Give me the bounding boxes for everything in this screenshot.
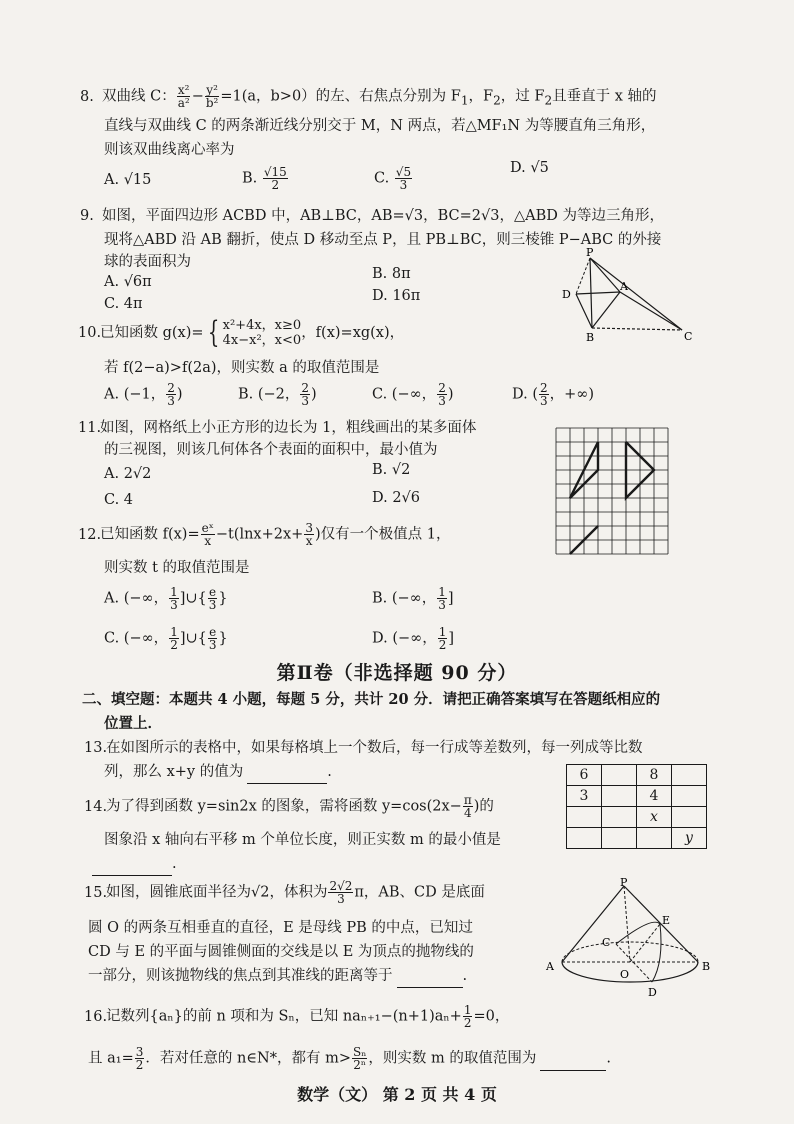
q8-option-c: C. $\frac{√5}{3}$ — [374, 165, 412, 192]
q11-line1: 11.如图，网格纸上小正方形的边长为 1，粗线画出的某多面体 — [78, 420, 477, 436]
q15-line2: 圆 O 的两条互相垂直的直径，E 是母线 PB 的中点，已知过 — [88, 920, 473, 936]
q15-line4: 一部分，则该抛物线的焦点到其准线的距离等于 . — [88, 964, 467, 988]
q13-line2: 列，那么 x+y 的值为 . — [104, 760, 332, 784]
section-2-title: 第Ⅱ卷（非选择题 90 分） — [276, 662, 518, 684]
q11-option-b: B. √2 — [372, 462, 411, 478]
q9-label-a: A — [620, 280, 628, 293]
q13-answer-blank[interactable] — [247, 767, 327, 784]
q8-option-b: B. $\frac{√15}{2}$ — [242, 165, 287, 192]
q14-line3: . — [92, 852, 177, 876]
q9-option-c: C. 4π — [104, 296, 143, 312]
q15-label-a: A — [546, 960, 554, 973]
q9-line2: 现将△ABD 沿 AB 翻折，使点 D 移动至点 P，且 PB⊥BC，则三棱锥 P−ABC 的外接 — [104, 232, 662, 248]
q15-cone-diagram — [540, 876, 720, 998]
q13-line1: 13.在如图所示的表格中，如果每格填上一个数后，每一行成等差数列，每一列成等比数 — [84, 740, 643, 756]
q11-option-a: A. 2√2 — [104, 466, 152, 482]
q12-option-a: A. (−∞， $\frac{1}{3}$ ]∪{ $\frac{e}{3}$ } — [104, 585, 228, 612]
part2-instruction-1: 二、填空题：本题共 4 小题，每题 5 分，共计 20 分．请把正确答案填写在答题纸相应的 — [82, 691, 661, 708]
q12-line1: 12.已知函数 f(x)= $\frac{\text{eˣ}}{x}$ −t(lnx+2x+ $\frac{3}{x}$ )仅有一个极值点 1， — [78, 521, 451, 548]
q9-label-c: C — [684, 330, 693, 343]
q10-line2: 若 f(2−a)>f(2a)，则实数 a 的取值范围是 — [104, 360, 380, 376]
q8-line1: 8. 双曲线 C： $\frac{\text{x²}}{\text{a²}}$ − $\frac{\text{y²}}{\text{b²}}$ =1(a，b>0）的左、右焦点分别为 $F_1$，$F_2$，过 $F_2$且垂直于 x 轴的 — [80, 83, 657, 110]
q9-label-d: D — [562, 288, 571, 301]
page-footer: 数学（文） 第 2 页 共 4 页 — [297, 1085, 497, 1104]
q15-label-b: B — [702, 960, 711, 973]
q16-answer-blank[interactable] — [540, 1054, 606, 1071]
q9-pyramid-diagram — [560, 248, 700, 344]
q14-line2: 图象沿 x 轴向右平移 m 个单位长度，则正实数 m 的最小值是 — [104, 832, 501, 848]
q10-line1: 10.已知函数 g(x)= { x²+4x，x≥0 4x−x²，x<0 ，f(x)=xg(x)， — [78, 315, 405, 350]
q15-label-e: E — [662, 914, 671, 927]
q11-option-d: D. 2√6 — [372, 490, 421, 506]
q9-label-p: P — [586, 248, 594, 259]
q12-option-b: B. (−∞， $\frac{1}{3}$ ] — [372, 585, 454, 612]
table-row: x — [567, 807, 707, 828]
q9-option-b: B. 8π — [372, 266, 411, 282]
q11-option-c: C. 4 — [104, 492, 134, 508]
q9-option-d: D. 16π — [372, 288, 421, 304]
q15-label-o: O — [620, 968, 630, 981]
table-row: 3 4 — [567, 786, 707, 807]
table-row: y — [567, 828, 707, 849]
q8-line3: 则该双曲线离心率为 — [104, 142, 235, 158]
q12-option-d: D. (−∞， $\frac{1}{2}$ ] — [372, 625, 455, 652]
q9-option-a: A. √6π — [104, 274, 152, 290]
q13-number-table — [566, 764, 707, 849]
part2-instruction-2: 位置上． — [104, 715, 162, 732]
q8-option-d: D. √5 — [510, 160, 549, 176]
q14-answer-blank[interactable] — [92, 859, 172, 876]
q10-option-b: B. (−2， $\frac{2}{3}$ ) — [238, 381, 317, 408]
q12-line2: 则实数 t 的取值范围是 — [104, 560, 250, 576]
q10-option-c: C. (−∞， $\frac{2}{3}$ ) — [372, 381, 454, 408]
q11-line2: 的三视图，则该几何体各个表面的面积中，最小值为 — [104, 442, 438, 458]
q16-line1: 16.记数列{aₙ}的前 n 项和为 Sₙ，已知 naₙ₊₁−(n+1)aₙ+ $\frac{1}{2}$ =0， — [84, 1003, 510, 1030]
q9-line3: 球的表面积为 — [104, 254, 191, 270]
q9-label-b: B — [586, 331, 595, 344]
q8-option-a: A. √15 — [104, 172, 152, 188]
q15-label-d: D — [648, 986, 657, 998]
q16-line2: 且 a₁= $\frac{3}{2}$ ．若对任意的 n∈N*，都有 m> $\frac{\text{Sₙ}}{\text{2ⁿ}}$ ，则实数 m 的取值范围为 . — [88, 1045, 611, 1072]
q15-label-c: C — [602, 936, 611, 949]
q14-line1: 14.为了得到函数 y=sin2x 的图象，需将函数 y=cos(2x− $\frac{\pi}{4}$ )的 — [84, 793, 494, 820]
q10-option-a: A. (−1， $\frac{2}{3}$ ) — [104, 381, 183, 408]
q11-three-view-grid — [550, 422, 672, 558]
q15-line1: 15.如图，圆锥底面半径为√2，体积为 $\frac{2√2}{3}$ π，AB、CD 是底面 — [84, 879, 485, 906]
q9-line1: 9. 如图，平面四边形 ACBD 中，AB⊥BC，AB=√3，BC=2√3，△ABD 为等边三角形， — [80, 208, 664, 224]
q15-answer-blank[interactable] — [397, 971, 463, 988]
table-row: 6 8 — [567, 765, 707, 786]
q10-option-d: D. ( $\frac{2}{3}$ ，+∞) — [512, 381, 595, 408]
q15-line3: CD 与 E 的平面与圆锥侧面的交线是以 E 为顶点的抛物线的 — [88, 944, 474, 960]
q12-option-c: C. (−∞， $\frac{1}{2}$ ]∪{ $\frac{e}{3}$ } — [104, 625, 228, 652]
q15-label-p: P — [620, 876, 628, 889]
q8-line2: 直线与双曲线 C 的两条渐近线分别交于 M，N 两点，若△MF₁N 为等腰直角三角形， — [104, 118, 656, 134]
